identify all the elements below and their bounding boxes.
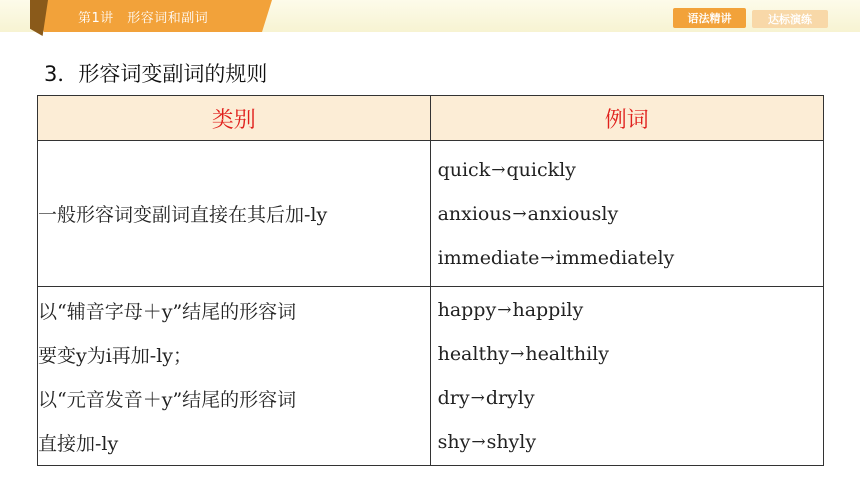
top-bar [0, 0, 860, 32]
nav-practice-button[interactable]: 达标演练 [752, 10, 828, 28]
example-base: happy [437, 299, 497, 321]
arrow-icon: → [540, 247, 555, 268]
section-heading: 3．形容词变副词的规则 [44, 62, 268, 86]
arrow-icon: → [512, 203, 527, 224]
category-line: 一般形容词变副词直接在其后加-ly [38, 204, 328, 226]
example-line [431, 420, 823, 464]
table-row [38, 287, 824, 466]
table-header-row [38, 96, 824, 141]
example-base: anxious [437, 202, 512, 225]
examples-cell [430, 287, 823, 466]
example-base: quick [437, 158, 491, 181]
example-adverb: quickly [506, 158, 576, 181]
example-adverb: immediately [555, 246, 675, 269]
category-cell [38, 141, 431, 287]
arrow-icon: → [491, 159, 506, 180]
category-line: 直接加-ly [38, 432, 119, 455]
example-line [431, 192, 823, 236]
example-line [431, 236, 823, 280]
header-examples: 例词 [430, 96, 823, 141]
category-line: 以“元音发音＋y”结尾的形容词 [38, 388, 297, 411]
category-line: 以“辅音字母＋y”结尾的形容词 [38, 300, 297, 323]
arrow-icon: → [471, 432, 486, 452]
category-line: 要变y为i再加-ly； [38, 344, 193, 367]
lesson-title: 第1讲 形容词和副词 [78, 11, 209, 26]
example-line [431, 376, 823, 420]
example-line [431, 148, 823, 192]
example-base: immediate [437, 246, 540, 269]
example-base: shy [437, 431, 471, 453]
arrow-icon: → [497, 300, 512, 320]
table-row [38, 141, 824, 287]
example-adverb: anxiously [527, 202, 619, 225]
example-adverb: healthily [525, 343, 609, 365]
rules-table [37, 95, 824, 466]
example-adverb: shyly [486, 431, 537, 453]
example-line [431, 332, 823, 376]
example-adverb: dryly [485, 387, 535, 409]
example-base: dry [437, 387, 470, 409]
example-line [431, 288, 823, 332]
header-category: 类别 [38, 96, 431, 141]
arrow-icon: → [510, 344, 525, 364]
nav-grammar-button[interactable]: 语法精讲 [673, 8, 746, 28]
example-base: healthy [437, 343, 510, 365]
examples-cell [430, 141, 823, 287]
example-adverb: happily [512, 299, 584, 321]
category-cell [38, 287, 431, 466]
arrow-icon: → [470, 388, 485, 408]
